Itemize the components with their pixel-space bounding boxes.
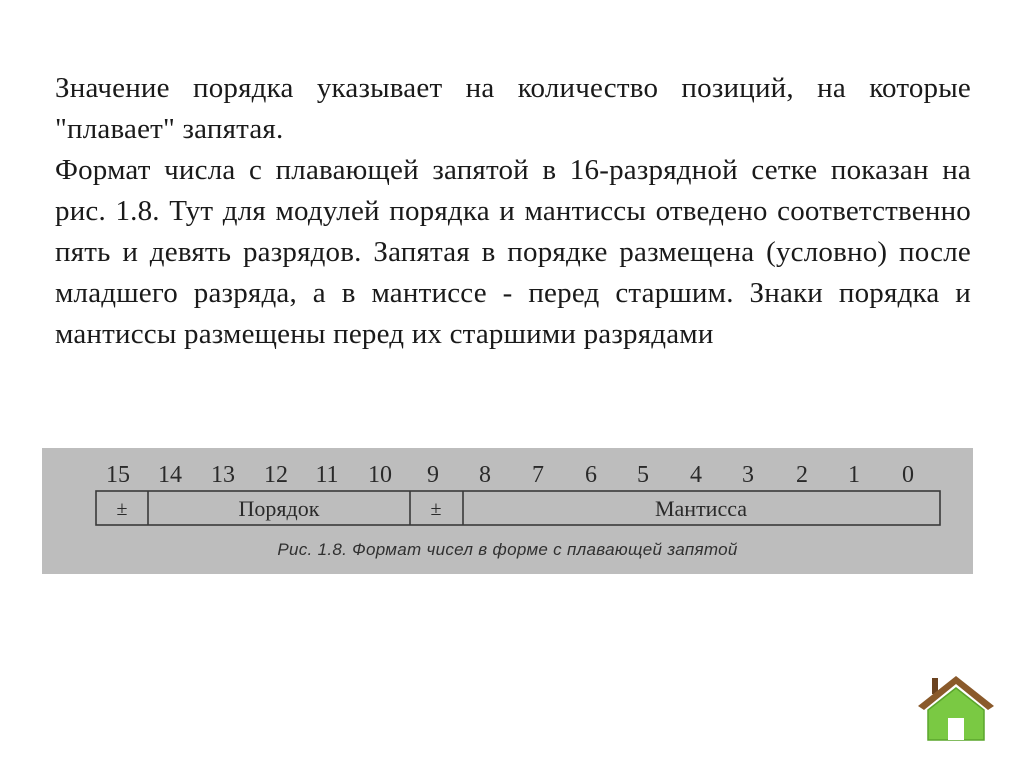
- exponent-field: Порядок: [238, 496, 320, 521]
- bit-number-2: 2: [796, 462, 808, 488]
- bit-number-11: 11: [315, 462, 339, 488]
- body-text: [55, 68, 971, 355]
- figure-float-format: [42, 448, 973, 574]
- figure-caption: Рис. 1.8. Формат чисел в форме с плавающей запятой: [277, 540, 738, 559]
- home-icon: [916, 674, 996, 744]
- bit-number-12: 12: [264, 462, 288, 488]
- bit-number-0: 0: [902, 462, 914, 488]
- mantissa-field: Мантисса: [654, 496, 748, 521]
- exponent-sign-field: ±: [116, 498, 128, 520]
- bit-number-14: 14: [158, 462, 182, 488]
- bit-number-6: 6: [585, 462, 597, 488]
- bit-number-9: 9: [427, 462, 439, 488]
- bit-number-10: 10: [368, 462, 392, 488]
- bit-number-13: 13: [211, 462, 235, 488]
- paragraph-exponent-meaning: Значение порядка указывает на количество позиций, на которые "плавает" запятая.: [55, 72, 971, 145]
- paragraph-format-description: Формат числа с плавающей запятой в 16-разрядной сетке показан на рис. 1.8. Тут для модулей порядка и мантиссы отведено соответственно пять и девять разрядов. Запятая в порядке размещена (условно) после младшего разряда, а в мантиссе - перед старшим. Знаки порядка и мантиссы размещены перед их старшими разрядами: [55, 154, 971, 350]
- bit-number-5: 5: [637, 462, 649, 488]
- bit-number-4: 4: [690, 462, 702, 488]
- home-button[interactable]: [916, 674, 996, 744]
- bit-number-15: 15: [106, 462, 130, 488]
- bit-number-1: 1: [848, 462, 860, 488]
- bit-number-8: 8: [479, 462, 491, 488]
- bit-number-7: 7: [532, 462, 544, 488]
- bit-fields-frame: [96, 491, 940, 525]
- bit-number-3: 3: [742, 462, 754, 488]
- mantissa-sign-field: ±: [430, 498, 442, 520]
